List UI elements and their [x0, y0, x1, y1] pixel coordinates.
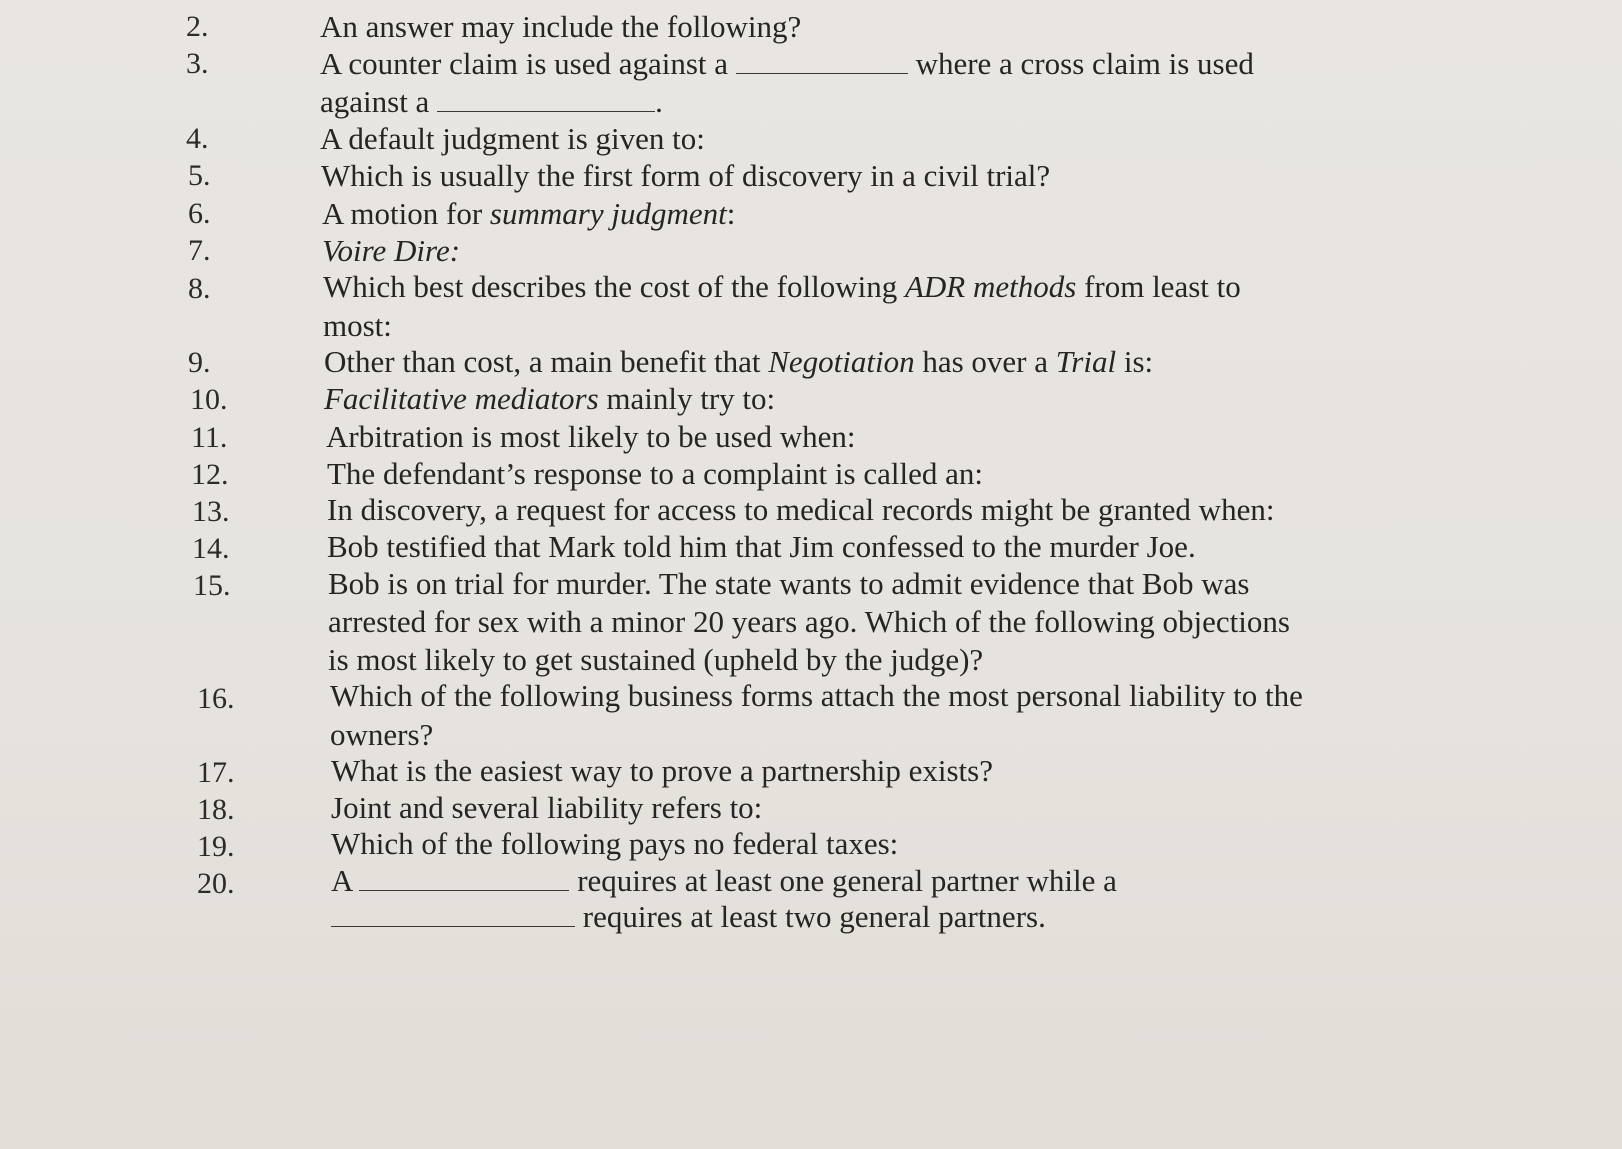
question-number: 20.: [197, 867, 235, 900]
question-text: What is the easiest way to prove a partnership exists?: [331, 753, 993, 788]
question-text: Facilitative mediators mainly try to:: [324, 381, 776, 416]
question-text: A counter claim is used against a where a cross claim is used: [320, 46, 1254, 81]
question-text: A requires at least one general partner while a: [331, 863, 1117, 898]
question-text: A motion for summary judgment:: [322, 196, 736, 231]
question-number: 6.: [188, 197, 211, 230]
question-number: 3.: [186, 47, 209, 80]
question-number: 5.: [188, 159, 211, 192]
question-text: Voire Dire:: [322, 233, 461, 268]
question-number: 9.: [188, 346, 211, 379]
question-number: 13.: [192, 495, 230, 528]
question-text: Arbitration is most likely to be used when:: [326, 419, 856, 454]
question-text: Which of the following pays no federal taxes:: [331, 826, 899, 861]
question-number: 18.: [197, 793, 235, 826]
question-number: 16.: [197, 682, 235, 715]
question-text: Which of the following business forms attach the most personal liability to the: [330, 678, 1303, 713]
question-text: Which best describes the cost of the following ADR methods from least to: [323, 269, 1241, 304]
answer-blank[interactable]: [359, 866, 569, 891]
question-number: 7.: [188, 234, 211, 267]
question-text: Bob testified that Mark told him that Jim confessed to the murder Joe.: [327, 529, 1196, 564]
question-number: 12.: [191, 458, 229, 491]
question-number: 15.: [193, 569, 231, 602]
answer-blank[interactable]: [736, 49, 908, 74]
question-text-continued: owners?: [330, 717, 434, 752]
question-text-continued: requires at least two general partners.: [331, 898, 1046, 936]
question-text: Joint and several liability refers to:: [331, 790, 763, 825]
answer-blank[interactable]: [437, 87, 655, 112]
question-number: 2.: [186, 10, 209, 43]
question-number: 10.: [190, 383, 228, 416]
question-text: The defendant’s response to a complaint is called an:: [327, 456, 983, 491]
question-text: In discovery, a request for access to medical records might be granted when:: [327, 492, 1275, 527]
question-text: A default judgment is given to:: [320, 121, 705, 156]
question-text-continued: is most likely to get sustained (upheld by the judge)?: [328, 642, 984, 677]
question-text: Which is usually the first form of discovery in a civil trial?: [321, 158, 1051, 193]
question-number: 17.: [197, 756, 235, 789]
answer-blank[interactable]: [331, 902, 575, 927]
question-text: An answer may include the following?: [320, 9, 802, 44]
question-number: 14.: [192, 532, 230, 565]
question-number: 4.: [186, 122, 209, 155]
question-text: Bob is on trial for murder. The state wants to admit evidence that Bob was: [328, 566, 1250, 601]
question-text-continued: arrested for sex with a minor 20 years ago. Which of the following objections: [328, 604, 1290, 639]
question-number: 19.: [197, 830, 235, 863]
question-number: 8.: [188, 272, 211, 305]
question-text-continued: most:: [323, 308, 392, 343]
question-number: 11.: [191, 421, 228, 454]
question-text-continued: against a .: [320, 84, 663, 119]
question-text: Other than cost, a main benefit that Negotiation has over a Trial is:: [324, 344, 1154, 379]
